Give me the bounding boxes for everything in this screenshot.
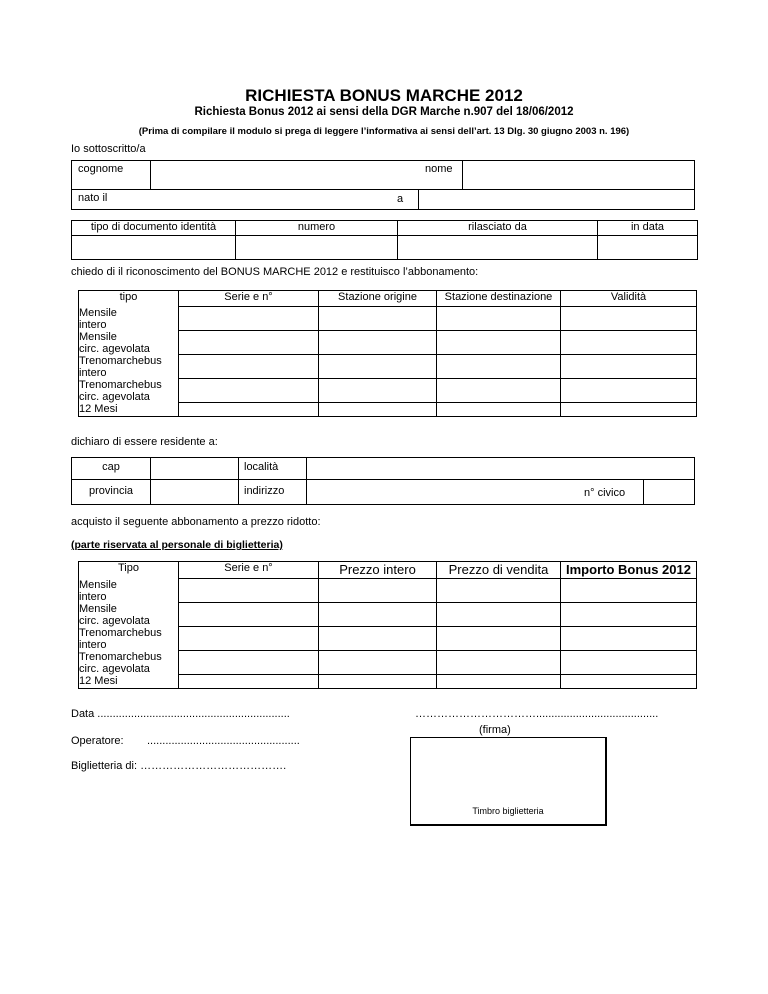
operatore-field-line[interactable]: ..................................................	[147, 735, 300, 747]
nome-field[interactable]	[464, 161, 692, 189]
firma-field-line[interactable]: ……………………………........................................	[415, 708, 659, 720]
t1-type-line: 12 Mesi	[79, 402, 118, 415]
t1-cell[interactable]	[437, 331, 561, 355]
t2-type-line: 12 Mesi	[79, 674, 118, 687]
t2-type-line: Mensile	[79, 602, 117, 615]
intro-text: Io sottoscritto/a	[71, 143, 146, 155]
t2-prezzo-intero-header: Prezzo intero	[319, 562, 437, 579]
civico-label: n° civico	[584, 487, 626, 499]
personal-col-line	[150, 160, 151, 190]
cap-field[interactable]	[151, 458, 237, 478]
doc-issuer-header: rilasciato da	[398, 221, 598, 236]
t2-cell[interactable]	[561, 675, 697, 689]
page-subtitle: Richiesta Bonus 2012 ai sensi della DGR Marche n.907 del 18/06/2012	[194, 106, 574, 118]
t1-cell[interactable]	[561, 403, 697, 417]
t1-cell[interactable]	[179, 307, 319, 331]
t1-cell[interactable]	[319, 307, 437, 331]
t2-bonus-header: Importo Bonus 2012	[561, 562, 697, 579]
nato-il-label: nato il	[78, 192, 108, 204]
stamp-label: Timbro biglietteria	[472, 806, 544, 816]
provincia-field[interactable]	[151, 480, 237, 503]
t2-prezzo-vendita-header: Prezzo di vendita	[437, 562, 561, 579]
t1-type-line: circ. agevolata	[79, 390, 150, 403]
t2-type-line: circ. agevolata	[79, 614, 150, 627]
t1-serie-header: Serie e n°	[179, 291, 319, 307]
t1-type-cell	[79, 331, 179, 355]
t2-cell[interactable]	[437, 651, 561, 675]
t2-cell[interactable]	[179, 603, 319, 627]
t1-type-line: Trenomarchebus	[79, 354, 162, 367]
biglietteria-field[interactable]: Biglietteria di: ………………………………….	[71, 760, 287, 772]
luogo-field[interactable]	[420, 190, 692, 208]
localita-label: località	[244, 461, 279, 473]
t2-type-cell	[79, 579, 179, 603]
t1-cell[interactable]	[561, 355, 697, 379]
doc-type-field[interactable]	[72, 236, 236, 260]
t2-cell[interactable]	[437, 675, 561, 689]
personal-col-line	[462, 160, 463, 190]
t2-cell[interactable]	[319, 603, 437, 627]
t2-cell[interactable]	[561, 651, 697, 675]
localita-field[interactable]	[307, 458, 693, 478]
t1-type-line: Mensile	[79, 330, 117, 343]
request-text: chiedo di il riconoscimento del BONUS MARCHE 2012 e restituisco l’abbonamento:	[71, 266, 479, 278]
doc-type-header: tipo di documento identità	[72, 221, 236, 236]
t2-type-cell	[79, 627, 179, 651]
doc-date-header: in data	[598, 221, 698, 236]
t1-type-cell	[79, 355, 179, 379]
doc-number-field[interactable]	[236, 236, 398, 260]
t2-type-line: Mensile	[79, 578, 117, 591]
t1-cell[interactable]	[319, 331, 437, 355]
doc-number-header: numero	[236, 221, 398, 236]
t2-cell[interactable]	[437, 627, 561, 651]
t1-cell[interactable]	[561, 307, 697, 331]
t1-cell[interactable]	[179, 355, 319, 379]
t2-type-cell	[79, 603, 179, 627]
t2-cell[interactable]	[437, 579, 561, 603]
t2-serie-header: Serie e n°	[179, 562, 319, 579]
provincia-label: provincia	[88, 485, 134, 497]
t1-cell[interactable]	[437, 307, 561, 331]
t1-type-line: Mensile	[79, 306, 117, 319]
luogo-label: a	[397, 193, 404, 205]
t1-cell[interactable]	[437, 355, 561, 379]
t1-cell[interactable]	[319, 355, 437, 379]
t2-cell[interactable]	[179, 651, 319, 675]
doc-issuer-field[interactable]	[398, 236, 598, 260]
page-title: RICHIESTA BONUS MARCHE 2012	[245, 86, 523, 105]
t1-type-line: circ. agevolata	[79, 342, 150, 355]
indirizzo-field[interactable]	[307, 480, 567, 503]
t1-type-cell	[79, 403, 179, 417]
firma-label: (firma)	[479, 724, 511, 736]
nome-label: nome	[425, 163, 453, 175]
t2-cell[interactable]	[319, 651, 437, 675]
t1-origine-header: Stazione origine	[319, 291, 437, 307]
t1-validita-header: Validità	[561, 291, 697, 307]
cap-label: cap	[102, 461, 120, 473]
t2-cell[interactable]	[179, 579, 319, 603]
t1-type-cell	[79, 307, 179, 331]
t2-type-line: intero	[79, 638, 107, 651]
t2-cell[interactable]	[319, 627, 437, 651]
t2-type-cell	[79, 651, 179, 675]
civico-field[interactable]	[644, 480, 693, 503]
indirizzo-label: indirizzo	[244, 485, 285, 497]
cognome-field[interactable]	[152, 161, 422, 189]
t1-destinazione-header: Stazione destinazione	[437, 291, 561, 307]
t1-cell[interactable]	[437, 379, 561, 403]
subscription-table	[78, 290, 697, 417]
t1-type-cell	[79, 379, 179, 403]
t2-cell[interactable]	[179, 627, 319, 651]
residence-col-line	[238, 457, 239, 504]
privacy-notice: (Prima di compilare il modulo si prega di leggere l’informativa ai sensi dell’art. 13 Dlg. 30 giugno 2003 n. 196)	[138, 126, 630, 137]
t1-cell[interactable]	[437, 403, 561, 417]
t2-tipo-header: Tipo	[79, 562, 179, 579]
t1-type-line: intero	[79, 366, 107, 379]
t1-cell[interactable]	[319, 403, 437, 417]
t1-cell[interactable]	[179, 331, 319, 355]
t2-cell[interactable]	[319, 675, 437, 689]
t2-type-cell	[79, 675, 179, 689]
residence-text: dichiaro di essere residente a:	[71, 436, 218, 448]
t2-type-line: circ. agevolata	[79, 662, 150, 675]
operatore-label: Operatore:	[71, 735, 124, 747]
t2-cell[interactable]	[561, 579, 697, 603]
t2-cell[interactable]	[561, 603, 697, 627]
reserved-text: (parte riservata al personale di biglietteria)	[71, 539, 283, 551]
t1-cell[interactable]	[561, 331, 697, 355]
nato-il-field[interactable]	[150, 190, 390, 208]
doc-date-field[interactable]	[598, 236, 698, 260]
t1-cell[interactable]	[561, 379, 697, 403]
data-field-line[interactable]: Data ...............................................................	[71, 708, 290, 720]
t1-cell[interactable]	[179, 403, 319, 417]
t1-tipo-header: tipo	[79, 291, 179, 307]
t1-cell[interactable]	[319, 379, 437, 403]
purchase-text: acquisto il seguente abbonamento a prezzo ridotto:	[71, 516, 321, 528]
t2-type-line: Trenomarchebus	[79, 650, 162, 663]
t2-cell[interactable]	[437, 603, 561, 627]
cognome-label: cognome	[78, 163, 124, 175]
t2-cell[interactable]	[179, 675, 319, 689]
t2-cell[interactable]	[319, 579, 437, 603]
t1-cell[interactable]	[179, 379, 319, 403]
document-table	[71, 220, 698, 260]
ticket-office-table	[78, 561, 697, 689]
t2-type-line: Trenomarchebus	[79, 626, 162, 639]
personal-col-line	[418, 189, 419, 209]
t1-type-line: Trenomarchebus	[79, 378, 162, 391]
t2-cell[interactable]	[561, 627, 697, 651]
t2-type-line: intero	[79, 590, 107, 603]
t1-type-line: intero	[79, 318, 107, 331]
